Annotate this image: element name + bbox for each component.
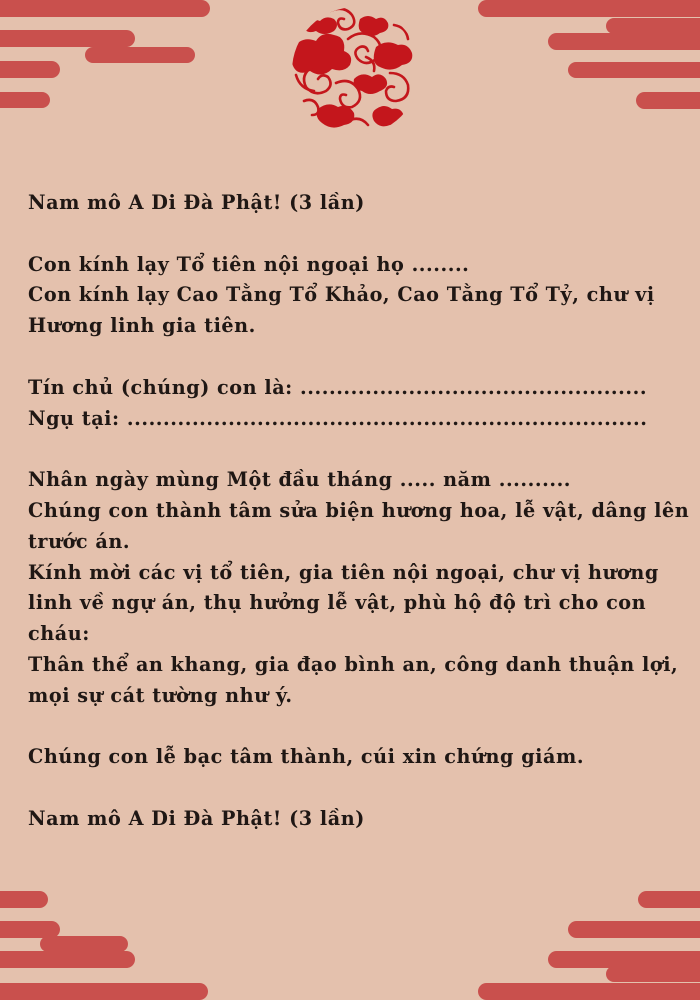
cloud-bottom-right-icon bbox=[478, 891, 700, 1000]
cloud-top-left-icon bbox=[0, 0, 210, 108]
conclusion-line: Chúng con lễ bạc tâm thành, cúi xin chứng giám. bbox=[28, 745, 585, 769]
opening-line: Nam mô A Di Đà Phật! (3 lần) bbox=[28, 191, 365, 214]
body-line: Chúng con thành tâm sửa biện hương hoa, lễ vật, dâng lên bbox=[28, 498, 690, 522]
cloud-bottom-left-icon bbox=[0, 891, 208, 1000]
body-line: cháu: bbox=[28, 622, 90, 646]
identity-address-line: Ngụ tại: ........................................................................ bbox=[28, 406, 648, 430]
identity-name-line: Tín chủ (chúng) con là: ................................................ bbox=[28, 375, 648, 399]
invocation-line: Con kính lạy Cao Tằng Tổ Khảo, Cao Tằng Tổ Tỷ, chư vị bbox=[28, 283, 655, 307]
invocation-line: Con kính lạy Tổ tiên nội ngoại họ ........ bbox=[28, 252, 470, 276]
prayer-text bbox=[28, 188, 688, 835]
auspicious-cloud-icon bbox=[290, 5, 422, 137]
invocation-line: Hương linh gia tiên. bbox=[28, 314, 256, 338]
body-line: linh về ngự án, thụ hưởng lễ vật, phù hộ độ trì cho con bbox=[28, 591, 647, 615]
body-line: Kính mời các vị tổ tiên, gia tiên nội ngoại, chư vị hương bbox=[28, 560, 659, 584]
body-line: trước án. bbox=[28, 529, 131, 553]
body-line: mọi sự cát tường như ý. bbox=[28, 683, 293, 707]
cloud-top-right-icon bbox=[478, 0, 700, 109]
body-line: Nhân ngày mùng Một đầu tháng ..... năm .......... bbox=[28, 468, 572, 492]
body-line: Thân thể an khang, gia đạo bình an, công danh thuận lợi, bbox=[28, 652, 679, 676]
closing-line: Nam mô A Di Đà Phật! (3 lần) bbox=[28, 806, 365, 830]
